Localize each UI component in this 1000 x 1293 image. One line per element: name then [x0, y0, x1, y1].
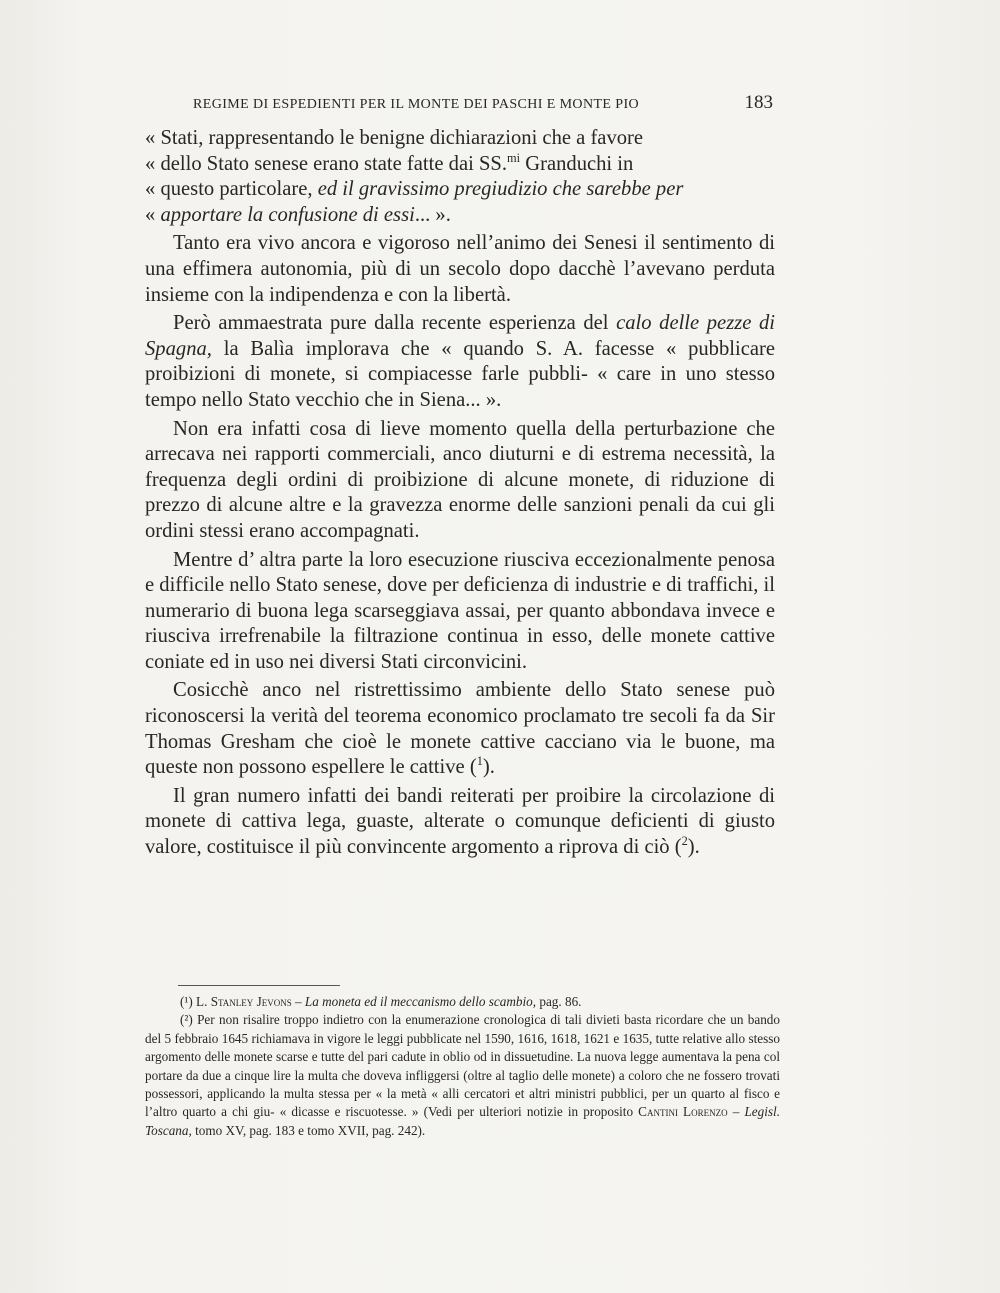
footnote-author: L. Stanley Jevons [196, 994, 292, 1009]
footnote-ref: 1 [476, 754, 483, 769]
paragraph-quote [145, 126, 775, 228]
text-run: tomo XV, pag. 183 e tomo XVII, pag. 242). [191, 1122, 426, 1138]
text-run: – [727, 1104, 745, 1120]
text-run: Il gran numero infatti dei bandi reiterati per proibire la circolazione di monete di cattiva lega, guaste, alterate o comunque deficienti di giusto valore, costituisce il più convincente argomento a riprova di ciò ( [145, 784, 775, 859]
footnote-title: Legisl. Toscana, [145, 1104, 781, 1138]
text-run: ... ». [414, 203, 451, 226]
paragraph: Non era infatti cosa di lieve momento quella della perturbazione che arrecava nei rapporti commerciali, anco diuturni e di estrema necessità, la frequenza degli ordini di proibizione di alcune monete, di riduzione di prezzo di alcune altre e la gravezza enorme delle sanzioni penali da cui gli ordini stessi erano accompagnati. [145, 417, 775, 542]
italic-run: apportare la confusione di essi [160, 203, 415, 226]
body-text [145, 126, 775, 861]
text-run: « dello Stato senese erano state fatte dai SS. [145, 152, 508, 175]
text-run: – [291, 994, 305, 1009]
footnotes [145, 993, 780, 1140]
text-run: ). [482, 756, 495, 779]
footnote-1 [145, 993, 780, 1011]
italic-run: ed il gravissimo pregiudizio che sarebbe per [317, 178, 684, 201]
text-run: Cosicchè anco nel ristrettissimo ambiente dello Stato senese può riconoscersi la verità del teorema economico proclamato tre secoli fa da Sir Thomas Gresham che cioè le monete cattive cacciano via le buone, ma queste non possono espellere le cattive ( [145, 679, 775, 779]
footnote-rule [178, 985, 340, 986]
paragraph [145, 311, 775, 413]
footnote-mark: (²) [180, 1012, 198, 1028]
text-run: Per non risalire troppo indietro con la enumerazione cronologica di tali divieti basta ricordare che un bando del 5 febbraio 1645 richiamava in vigore le leggi pubblicate nel 1590, 1616, 1618, 1621 e 1635, tutte relative allo stesso argomento delle monete scarse e tutte del pari cadute in oblio od in dissuetudine. La nuova legge aumentava la pena col portare da due a cinque lire la multa che doveva infliggersi (oltre al taglio delle monete) a coloro che ne fossero trovati possessori, applicando la multa stessa per « la metà « alli cercatori et altri ministri pubblici, per un quarto al fisco e l’altro quarto a chi giu- « dicasse e riscuotesse. » (Vedi per ulteriori notizie in proposito [145, 1012, 780, 1120]
running-head: REGIME DI ESPEDIENTI PER IL MONTE DEI PASCHI E MONTE PIO [193, 97, 640, 112]
paragraph: Mentre d’ altra parte la loro esecuzione riusciva eccezionalmente penosa e difficile nello Stato senese, dove per deficienza di industrie e di traffichi, il numerario di buona lega scarseggiava assai, per quanto abbondava invece e riusciva irrefrenabile la filtrazione continua in esso, delle monete cattive coniate ed in uso nei diversi Stati circonvicini. [145, 548, 775, 673]
superscript: mi [507, 150, 521, 165]
quote-line: « Stati, rappresentando le benigne dichiarazioni che a favore [145, 127, 644, 149]
footnote-author: Cantini Lorenzo [638, 1104, 728, 1120]
text-run: « questo particolare, [145, 178, 318, 201]
paragraph [145, 784, 775, 861]
quote-line [145, 177, 775, 203]
page-header [193, 92, 773, 114]
italic-run: calo delle pezze di Spagna, [145, 312, 775, 360]
footnote-title: La moneta ed il meccanismo dello scambio, [304, 994, 537, 1009]
page-number: 183 [744, 92, 773, 113]
text-run: Però ammaestrata pure dalla recente esperienza del [173, 312, 617, 335]
text-run: ). [687, 836, 700, 859]
quote-line [145, 203, 775, 229]
text-run: la Balìa implorava che « quando S. A. facesse « pubblicare proibizioni di monete, si compiacesse farle pubbli- « care in uno stesso tempo nello Stato vecchio che in Siena... ». [145, 337, 775, 411]
paragraph [145, 678, 775, 780]
quote-line [145, 152, 775, 178]
text-run: pag. 86. [536, 994, 582, 1009]
text-run: « [145, 203, 161, 226]
footnote-2 [145, 1011, 780, 1140]
footnote-mark: (¹) [180, 994, 197, 1009]
footnote-ref: 2 [681, 834, 688, 849]
paragraph: Tanto era vivo ancora e vigoroso nell’animo dei Senesi il sentimento di una effimera autonomia, più di un secolo dopo dacchè l’avevano perduta insieme con la indipendenza e con la libertà. [145, 232, 775, 306]
text-run: Granduchi in [520, 152, 634, 175]
